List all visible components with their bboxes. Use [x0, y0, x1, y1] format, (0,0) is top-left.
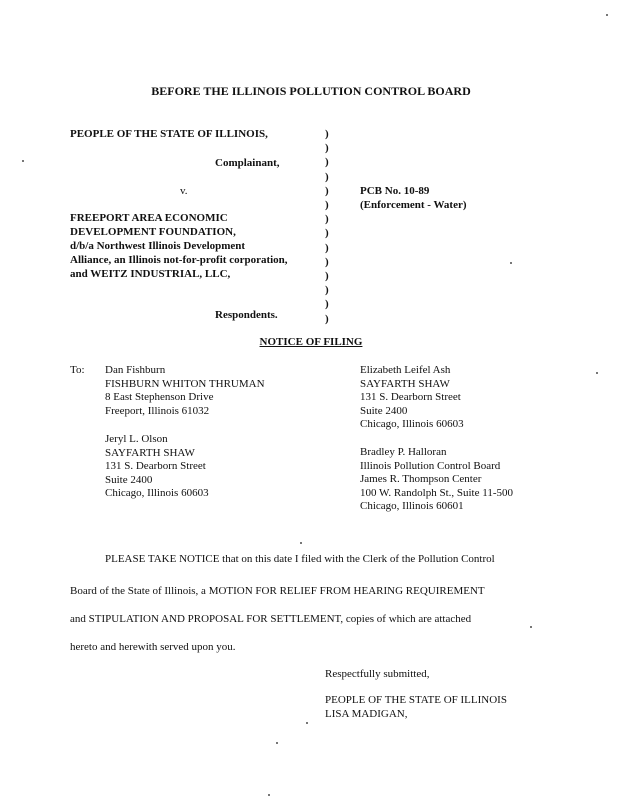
scan-speck	[606, 14, 608, 16]
closing: Respectfully submitted,	[325, 668, 430, 680]
body-line: and STIPULATION AND PROPOSAL FOR SETTLEMENT, copies of which are attached	[70, 613, 472, 625]
scan-speck	[596, 372, 598, 374]
scan-speck	[22, 160, 24, 162]
body-line: PLEASE TAKE NOTICE that on this date I filed with the Clerk of the Pollution Control	[105, 553, 495, 565]
scan-speck	[510, 262, 512, 264]
scan-speck	[306, 722, 308, 724]
body-line: hereto and herewith served upon you.	[70, 641, 236, 653]
recipient-address: Dan Fishburn FISHBURN WHITON THRUMAN 8 East Stephenson Drive Freeport, Illinois 61032	[105, 364, 265, 417]
recipient-address: Elizabeth Leifel Ash SAYFARTH SHAW 131 S. Dearborn Street Suite 2400 Chicago, Illinois 60603	[360, 364, 464, 430]
defendant-line: FREEPORT AREA ECONOMIC	[70, 212, 228, 224]
case-type: (Enforcement - Water)	[360, 199, 467, 211]
defendant-role: Respondents.	[215, 309, 278, 321]
signature-line: LISA MADIGAN,	[325, 707, 408, 720]
scan-speck	[276, 742, 278, 744]
to-label: To:	[70, 364, 85, 376]
scan-speck	[300, 542, 302, 544]
defendant-line: DEVELOPMENT FOUNDATION,	[70, 226, 236, 238]
recipient-address: Bradley P. Halloran Illinois Pollution Control Board James R. Thompson Center 100 W. Randolph St., Suite 11-500 Chicago, Illinois 60601	[360, 446, 513, 512]
recipient-address: Jeryl L. Olson SAYFARTH SHAW 131 S. Dearborn Street Suite 2400 Chicago, Illinois 60603	[105, 433, 209, 499]
case-number-block	[360, 184, 467, 212]
body-line: Board of the State of Illinois, a MOTION FOR RELIEF FROM HEARING REQUIREMENT	[70, 585, 485, 597]
defendant-line: Alliance, an Illinois not-for-profit corporation,	[70, 254, 288, 266]
caption-parentheses: ) ) ) ) ) ) ) ) ) ) ) ) ) )	[325, 128, 329, 325]
scan-speck	[530, 626, 532, 628]
defendant-line: and WEITZ INDUSTRIAL, LLC,	[70, 268, 231, 280]
board-heading: BEFORE THE ILLINOIS POLLUTION CONTROL BOARD	[151, 84, 471, 98]
defendant-line: d/b/a Northwest Illinois Development	[70, 240, 246, 252]
notice-title: NOTICE OF FILING	[259, 336, 363, 348]
plaintiff-role: Complainant,	[215, 157, 280, 169]
signature-block	[325, 694, 507, 721]
plaintiff-name: PEOPLE OF THE STATE OF ILLINOIS,	[70, 128, 268, 140]
versus-label: v.	[180, 185, 188, 197]
scan-speck	[268, 794, 270, 796]
case-number: PCB No. 10-89	[360, 185, 430, 197]
defendant-block	[70, 211, 288, 281]
signature-line: PEOPLE OF THE STATE OF ILLINOIS	[325, 694, 507, 706]
